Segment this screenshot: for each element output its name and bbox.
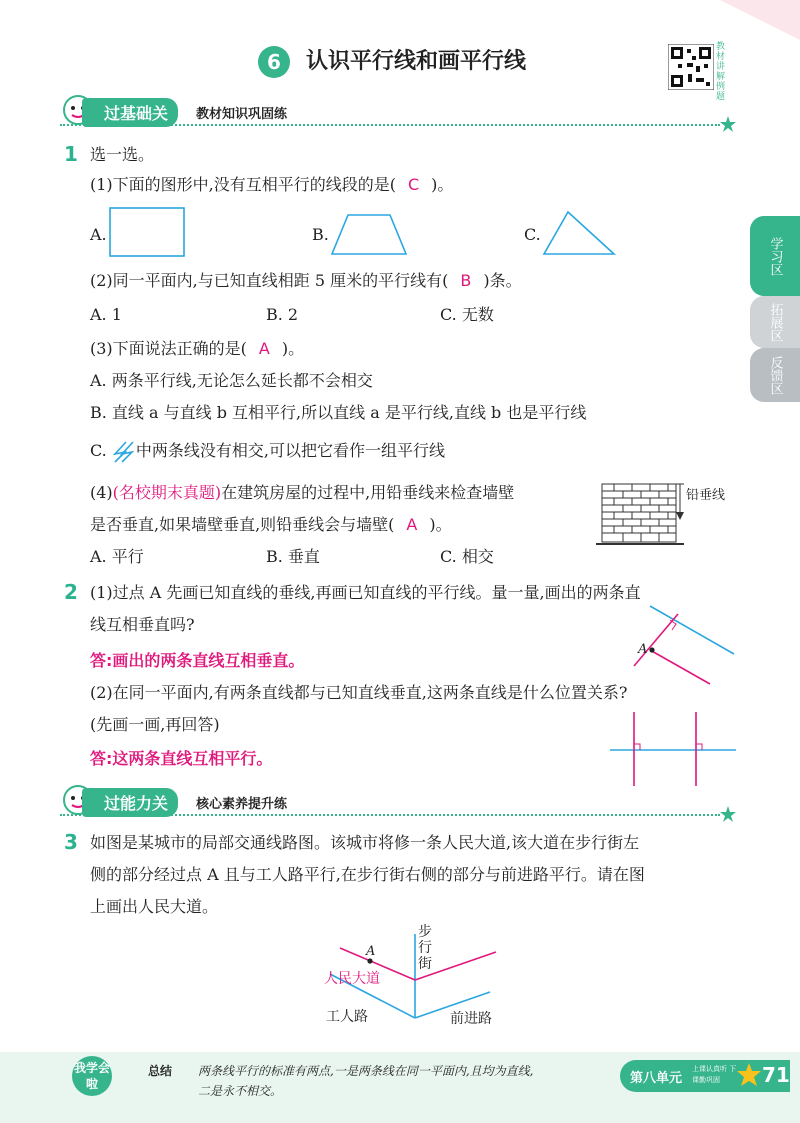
question-number-1: 1 [64, 142, 78, 166]
q1-part1-answer[interactable]: C [408, 175, 420, 194]
map-point-a-label: A [366, 944, 376, 959]
unit-label: 第八单元 [630, 1071, 683, 1086]
qr-caption: 教材讲解例题 [716, 42, 726, 102]
q1-part3 [90, 338, 304, 360]
q1-part1-option-a: A. [90, 225, 107, 244]
question-number-2: 2 [64, 580, 78, 604]
q1-part3-option-c-text: 中两条线没有相交,可以把它看作一组平行线 [135, 441, 445, 460]
q1-part3-answer[interactable]: A [258, 339, 270, 358]
star-mascot-icon [736, 1062, 762, 1088]
star-icon [720, 806, 736, 822]
tab-study-area[interactable]: 学习区 [750, 216, 800, 296]
tab-feedback-area[interactable]: 反馈区 [750, 348, 800, 402]
q1-part4-tag: (名校期末真题) [112, 483, 222, 502]
q1-part2-stem: (2)同一平面内,与已知直线相距 5 厘米的平行线有( [90, 271, 449, 290]
page-title: 认识平行线和画平行线 [306, 49, 527, 74]
q1-part2-option-b: B. 2 [266, 305, 299, 324]
q1-part4-option-c: C. 相交 [440, 547, 494, 566]
section-basic-subtitle: 教材知识巩固练 [196, 107, 288, 122]
forward-road-label: 前进路 [450, 1011, 492, 1027]
q1-part4-close: )。 [429, 515, 452, 534]
q2-part2-line2: (先画一画,再回答) [90, 715, 220, 734]
q2-part2-line1: (2)在同一平面内,有两条直线都与已知直线垂直,这两条直线是什么位置关系? [90, 683, 628, 702]
peoples-avenue-label: 人民大道 [324, 971, 380, 987]
q1-part3-close: )。 [281, 339, 305, 358]
q1-part4-line1 [90, 482, 514, 504]
section-basic-bar [60, 96, 740, 126]
unit-badge [620, 1060, 790, 1092]
section-ability-bar [60, 786, 740, 816]
q1-part3-option-b: B. 直线 a 与直线 b 互相平行,所以直线 a 是平行线,直线 b 也是平行线 [90, 403, 587, 422]
rectangle-figure [108, 206, 188, 258]
q3-line1: 如图是某城市的局部交通线路图。该城市将修一条人民大道,该大道在步行街左 [90, 833, 640, 852]
q1-part1-close: )。 [431, 175, 454, 194]
section-divider [60, 814, 720, 816]
triangle-figure [542, 210, 618, 258]
q1-part3-option-c-prefix: C. [90, 441, 107, 460]
q3-line3: 上画出人民大道。 [90, 897, 219, 916]
tab-expand-area[interactable]: 拓展区 [750, 296, 800, 348]
q1-part4-line2 [90, 514, 452, 536]
q2-part2-answer: 答:这两条直线互相平行。 [90, 749, 273, 768]
point-a-label: A [638, 642, 648, 657]
q1-intro: 选一选。 [90, 145, 155, 164]
summary-line1: 两条线平行的标准有两点,一是两条线在同一平面内,且均为直线, [198, 1064, 534, 1078]
q2-part1-line1: (1)过点 A 先画已知直线的垂线,再画已知直线的平行线。量一量,画出的两条直 [90, 583, 641, 602]
unit-slogan: 上课认真听 下课勤巩固 [692, 1065, 737, 1084]
star-icon [720, 116, 736, 132]
q1-part1-option-b: B. [312, 225, 329, 244]
qr-code-icon[interactable] [668, 44, 714, 90]
q1-part3-stem: (3)下面说法正确的是( [90, 339, 247, 358]
q1-part3-option-a: A. 两条平行线,无论怎么延长都不会相交 [90, 371, 373, 390]
q1-part4-answer[interactable]: A [406, 515, 418, 534]
q1-part2 [90, 270, 522, 292]
q1-part2-close: )条。 [483, 271, 522, 290]
q1-part4-option-a: A. 平行 [90, 547, 144, 566]
trapezoid-figure [330, 212, 410, 258]
section-ability-badge: 过能力关 [82, 788, 178, 817]
lesson-number-badge: 6 [258, 46, 290, 78]
q1-part2-answer[interactable]: B [460, 271, 472, 290]
section-basic-badge: 过基础关 [82, 98, 178, 127]
question-number-3: 3 [64, 830, 78, 854]
q2-parallel-figure [608, 708, 738, 788]
summary-label: 总结 [148, 1064, 173, 1078]
page-number: 71 [762, 1063, 790, 1087]
q1-part4-prefix: (4) [90, 483, 113, 502]
q1-part4-stem1: 在建筑房屋的过程中,用铅垂线来检查墙壁 [221, 483, 515, 502]
q1-part1-option-c: C. [524, 225, 541, 244]
walking-street-label: 步行街 [418, 924, 432, 972]
section-divider [60, 124, 720, 126]
summary-line2: 二是永不相交。 [198, 1084, 283, 1098]
q3-line2: 侧的部分经过点 A 且与工人路平行,在步行街右侧的部分与前进路平行。请在图 [90, 865, 645, 884]
q1-part3-option-c [90, 440, 445, 463]
q1-part4-stem2: 是否垂直,如果墙壁垂直,则铅垂线会与墙壁( [90, 515, 395, 534]
q1-part4-option-b: B. 垂直 [266, 547, 320, 566]
q1-part2-option-c: C. 无数 [440, 305, 494, 324]
brick-wall-figure [596, 478, 686, 550]
mascot-badge: 我学会啦 [72, 1056, 112, 1096]
q2-part1-answer: 答:画出的两条直线互相垂直。 [90, 651, 305, 670]
q1-part2-option-a: A. 1 [90, 305, 122, 324]
plumb-line-label: 铅垂线 [686, 488, 726, 503]
section-ability-subtitle: 核心素养提升练 [196, 797, 288, 812]
crossed-lines-icon [112, 441, 136, 463]
q1-part1 [90, 174, 453, 196]
q1-part1-stem: (1)下面的图形中,没有互相平行的线段的是( [90, 175, 396, 194]
worker-road-label: 工人路 [326, 1009, 368, 1025]
q2-part1-line2: 线互相垂直吗? [90, 615, 195, 634]
